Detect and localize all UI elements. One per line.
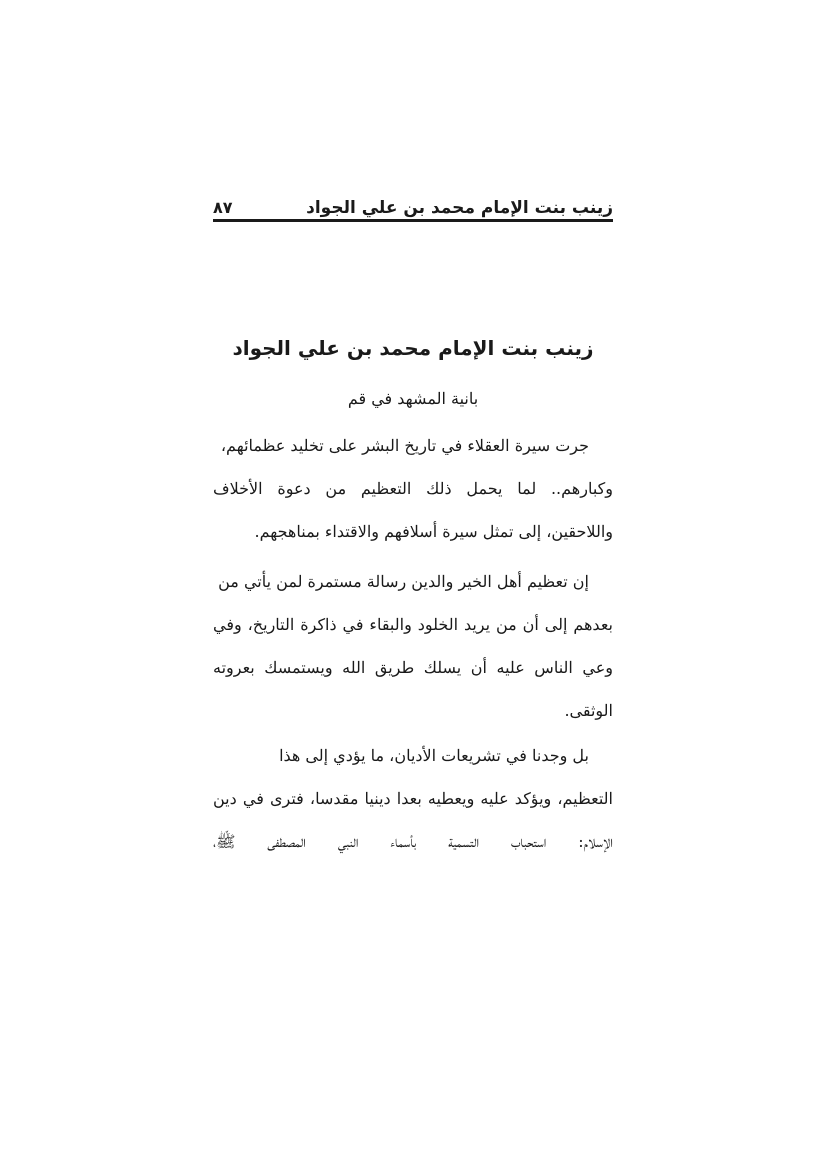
body-line: وعي الناس عليه أن يسلك طريق الله ويستمسك بعروته [213,658,613,677]
chapter-subtitle: بانية المشهد في قم [347,389,479,408]
header-rule [213,219,613,222]
body-line: الإسلام: استحباب التسمية بأسماء النبي المصطفى ﷺ، [213,832,613,851]
body-line: إن تعظيم أهل الخير والدين رسالة مستمرة لمن يأتي من [218,572,589,591]
body-line: واللاحقين، إلى تمثل سيرة أسلافهم والاقتداء بمناهجهم. [254,522,613,541]
page-number: ٨٧ [213,198,233,217]
chapter-title: زينب بنت الإمام محمد بن علي الجواد [232,336,594,360]
body-line: التعظيم، ويؤكد عليه ويعطيه بعدا دينيا مقدسا، فترى في دين [213,789,613,808]
body-line: الوثقى. [564,701,613,720]
body-line: بل وجدنا في تشريعات الأديان، ما يؤدي إلى هذا [279,746,589,765]
body-line: وكبارهم.. لما يحمل ذلك التعظيم من دعوة الأخلاف [213,479,613,498]
running-header [213,196,613,220]
running-title: زينب بنت الإمام محمد بن علي الجواد [306,198,613,218]
body-line: جرت سيرة العقلاء في تاريخ البشر على تخليد عظمائهم، [220,436,589,455]
body-line: بعدهم إلى أن من يريد الخلود والبقاء في ذاكرة التاريخ، وفي [213,615,613,634]
